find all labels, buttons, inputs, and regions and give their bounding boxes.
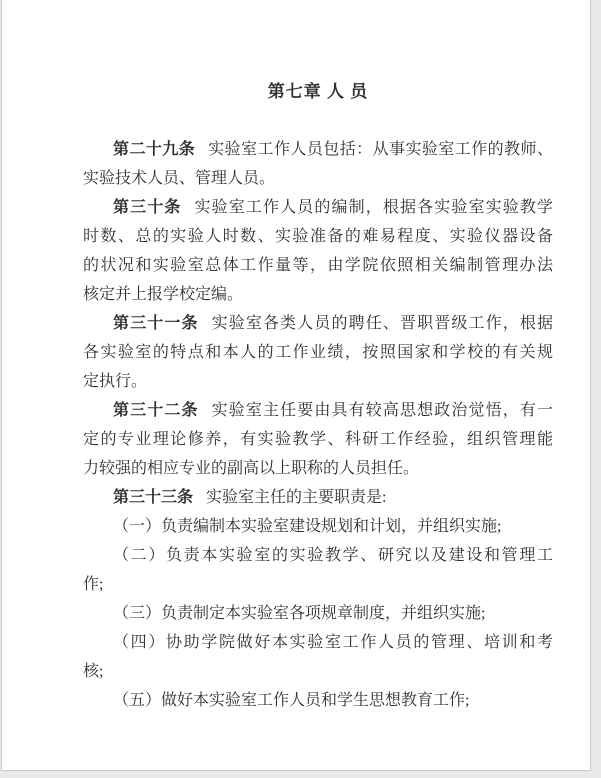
chapter-title: 第七章 人 员 <box>267 82 369 101</box>
text-line <box>83 135 553 164</box>
article-number: 第二十九条 <box>113 141 196 158</box>
article-text: 实验室主任要由具有较高思想政治觉悟，有一 <box>211 402 553 419</box>
document-body <box>83 135 553 715</box>
text-line: 时数、总的实验人时数、实验准备的难易程度、实验仪器设备 <box>83 228 553 245</box>
paragraph <box>83 686 553 715</box>
text-line: 核定并上报学校定编。 <box>83 286 244 303</box>
text-line <box>83 483 553 512</box>
document-page <box>1 0 591 771</box>
text-line: 力较强的相应专业的副高以上职称的人员担任。 <box>83 460 420 477</box>
text-line: （三）负责制定本实验室各项规章制度，并组织实施; <box>113 605 486 622</box>
text-line: （四）协助学院做好本实验室工作人员的管理、培训和考 <box>113 634 553 651</box>
paragraph <box>83 135 553 193</box>
text-line: （一）负责编制本实验室建设规划和计划，并组织实施; <box>113 518 502 535</box>
article-text: 实验室主任的主要职责是: <box>206 489 387 506</box>
paragraph <box>83 599 553 628</box>
text-line <box>83 396 553 425</box>
paragraph <box>83 512 553 541</box>
text-line: 实验技术人员、管理人员。 <box>83 170 276 187</box>
article-number: 第三十二条 <box>113 402 199 419</box>
paragraph <box>83 541 553 599</box>
text-line: 的状况和实验室总体工作量等，由学院依照相关编制管理办法 <box>83 257 553 274</box>
text-line: 定的专业理论修养，有实验教学、科研工作经验，组织管理能 <box>83 431 553 448</box>
page-content <box>2 0 590 715</box>
article-number: 第三十条 <box>113 199 182 216</box>
paragraph <box>83 396 553 483</box>
text-line: 定执行。 <box>83 373 148 390</box>
text-line: （五）做好本实验室工作人员和学生思想教育工作; <box>113 692 470 709</box>
text-line <box>83 193 553 222</box>
article-number: 第三十一条 <box>113 315 199 332</box>
paragraph <box>83 309 553 396</box>
article-text: 实验室工作人员包括：从事实验室工作的教师、 <box>208 141 553 158</box>
article-number: 第三十三条 <box>113 489 194 506</box>
text-line: 各实验室的特点和本人的工作业绩，按照国家和学校的有关规 <box>83 344 553 361</box>
paragraph <box>83 193 553 309</box>
text-line: （二）负责本实验室的实验教学、研究以及建设和管理工 <box>113 547 553 564</box>
paragraph <box>83 483 553 512</box>
article-text: 实验室各类人员的聘任、晋职晋级工作，根据 <box>211 315 553 332</box>
paragraph <box>83 628 553 686</box>
text-line <box>83 309 553 338</box>
article-text: 实验室工作人员的编制，根据各实验室实验教学 <box>194 199 553 216</box>
text-line: 核; <box>83 663 104 680</box>
text-line: 作; <box>83 576 104 593</box>
